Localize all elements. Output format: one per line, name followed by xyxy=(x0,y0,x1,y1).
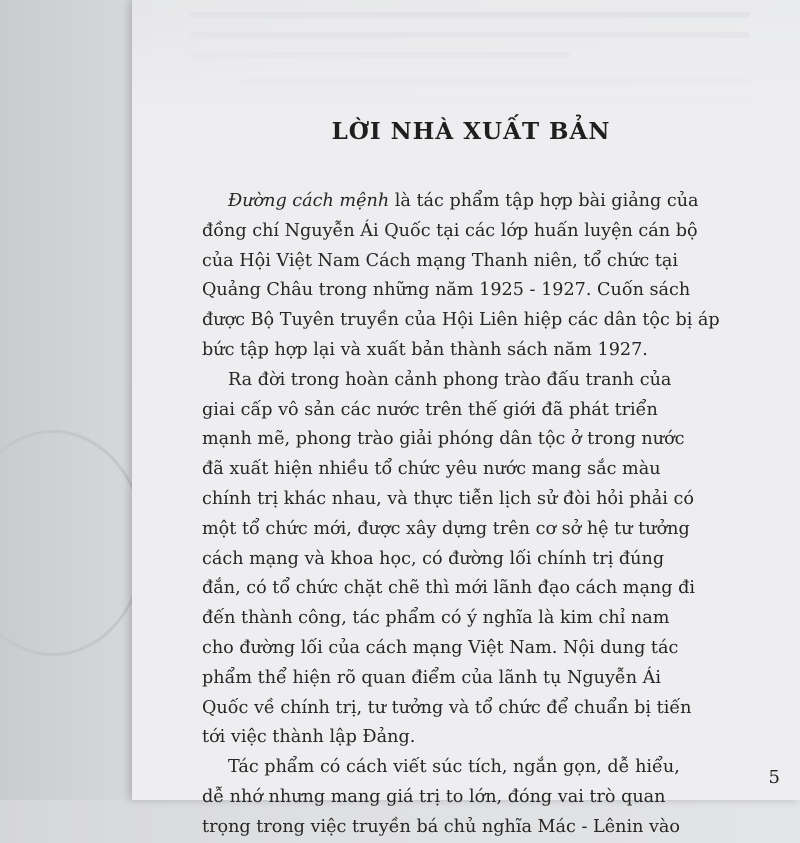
line-text: Quốc về chính trị, tư tưởng và tổ chức để chuẩn bị tiến xyxy=(202,697,692,718)
text-line xyxy=(202,425,732,455)
line-text: đến thành công, tác phẩm có ý nghĩa là kim chỉ nam xyxy=(202,608,670,629)
text-line xyxy=(202,366,732,396)
line-text: của Hội Việt Nam Cách mạng Thanh niên, tổ chức tại xyxy=(202,250,679,271)
paragraph xyxy=(202,366,732,753)
text-line xyxy=(202,396,732,426)
text-line xyxy=(202,515,732,545)
text-line xyxy=(202,783,732,813)
line-text: chính trị khác nhau, và thực tiễn lịch sử đòi hỏi phải có xyxy=(202,488,694,509)
line-text: Tác phẩm có cách viết súc tích, ngắn gọn, dễ hiểu, xyxy=(228,757,680,778)
text-line xyxy=(202,485,732,515)
cover-ornament xyxy=(0,430,146,656)
line-text: là tác phẩm tập hợp bài giảng của xyxy=(389,191,699,211)
text-line xyxy=(202,694,732,724)
line-text: Ra đời trong hoàn cảnh phong trào đấu tranh của xyxy=(228,369,672,390)
line-text: được Bộ Tuyên truyền của Hội Liên hiệp các dân tộc bị áp xyxy=(202,310,720,331)
line-text: phẩm thể hiện rõ quan điểm của lãnh tụ Nguyễn Ái xyxy=(202,667,661,688)
text-line xyxy=(202,455,732,485)
text-line xyxy=(202,306,732,336)
text-line xyxy=(202,187,732,217)
text-line xyxy=(202,813,732,843)
line-text: mạnh mẽ, phong trào giải phóng dân tộc ở trong nước xyxy=(202,429,685,450)
text-line xyxy=(202,247,732,277)
text-line xyxy=(202,217,732,247)
text-line xyxy=(202,634,732,664)
text-line xyxy=(202,574,732,604)
line-text: một tổ chức mới, được xây dựng trên cơ sở hệ tư tưởng xyxy=(202,518,690,539)
page-number: 5 xyxy=(768,767,780,788)
text-line xyxy=(202,336,732,366)
line-text: giai cấp vô sản các nước trên thế giới đã phát triển xyxy=(202,399,658,420)
body-text xyxy=(202,187,732,843)
paragraph xyxy=(202,753,732,842)
line-text: đồng chí Nguyễn Ái Quốc tại các lớp huấn luyện cán bộ xyxy=(202,220,698,241)
line-text: tới việc thành lập Đảng. xyxy=(202,727,416,748)
text-line xyxy=(202,276,732,306)
line-text: trọng trong việc truyền bá chủ nghĩa Mác - Lênin vào xyxy=(202,816,681,837)
text-line xyxy=(202,753,732,783)
paragraph xyxy=(202,187,732,366)
background-book-cover xyxy=(0,0,150,800)
line-text: đã xuất hiện nhiều tổ chức yêu nước mang sắc màu xyxy=(202,459,661,480)
line-text: dễ nhớ nhưng mang giá trị to lớn, đóng vai trò quan xyxy=(202,786,666,807)
line-text: cách mạng và khoa học, có đường lối chính trị đúng xyxy=(202,548,665,569)
line-text: Quảng Châu trong những năm 1925 - 1927. Cuốn sách xyxy=(202,280,691,301)
italic-work-title: Đường cách mệnh xyxy=(228,191,390,211)
book-page xyxy=(132,0,800,837)
text-line xyxy=(202,664,732,694)
text-line xyxy=(202,545,732,575)
line-text: bức tập hợp lại và xuất bản thành sách năm 1927. xyxy=(202,339,648,360)
line-text: cho đường lối của cách mạng Việt Nam. Nội dung tác xyxy=(202,637,679,658)
text-line xyxy=(202,723,732,753)
text-line xyxy=(202,604,732,634)
line-text: đắn, có tổ chức chặt chẽ thì mới lãnh đạo cách mạng đi xyxy=(202,578,696,599)
page-title: LỜI NHÀ XUẤT BẢN xyxy=(331,118,611,145)
